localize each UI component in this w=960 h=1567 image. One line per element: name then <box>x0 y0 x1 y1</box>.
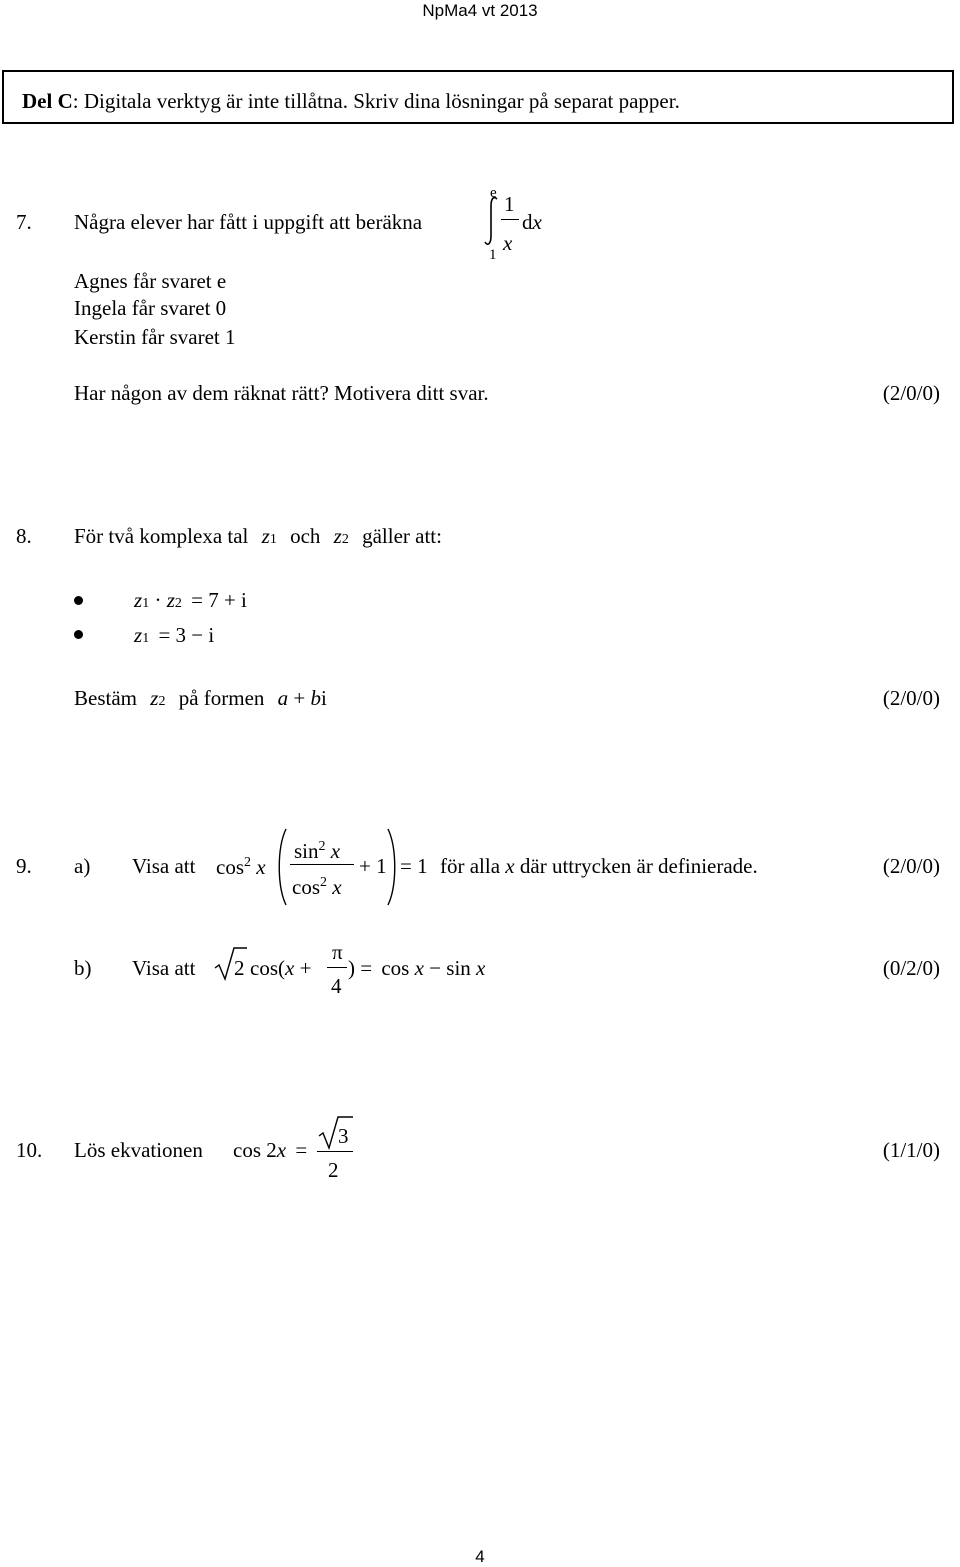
q8-intro: För två komplexa tal z1 och z2 gäller att: <box>74 524 442 548</box>
section-instruction-box <box>2 70 954 124</box>
integral-sign-icon <box>484 196 500 246</box>
q9-number: 9. <box>16 854 32 878</box>
q7-line-agnes: Agnes får svaret e <box>74 269 227 293</box>
q9b-sqrt-two: 2 <box>234 956 245 980</box>
q7-line-ingela: Ingela får svaret 0 <box>74 296 227 320</box>
q10-lhs: cos 2x = <box>233 1138 308 1162</box>
q9b-label: b) <box>74 956 92 980</box>
q9a-label: a) <box>74 854 91 878</box>
q9a-eq-one: = 1 <box>400 854 428 878</box>
section-label: Del C <box>22 89 73 113</box>
q7-number: 7. <box>16 210 32 234</box>
q9a-visa-att: Visa att <box>132 854 196 878</box>
section-instruction-text: : Digitala verktyg är inte tillåtna. Skriv dina lösningar på separat papper. <box>72 89 680 113</box>
q9b-visa-att: Visa att <box>132 956 196 980</box>
q8-points: (2/0/0) <box>882 686 940 710</box>
q8-task: Bestäm z2 på formen a + bi <box>74 686 327 710</box>
q10-text: Lös ekvationen <box>74 1138 203 1162</box>
bullet-icon <box>74 630 83 639</box>
bullet-icon <box>74 596 83 605</box>
q9a-plus-one: + 1 <box>359 854 387 878</box>
section-instruction <box>22 89 680 114</box>
page-header: NpMa4 vt 2013 <box>422 1 538 20</box>
sqrt-icon <box>318 1116 354 1150</box>
q10-number: 10. <box>16 1138 43 1162</box>
q9b-pi: π <box>332 940 343 964</box>
q7-line-kerstin: Kerstin får svaret 1 <box>74 325 236 349</box>
q9b-four: 4 <box>331 974 342 998</box>
q7-question: Har någon av dem räknat rätt? Motivera ditt svar. <box>74 381 489 405</box>
q7-points: (2/0/0) <box>882 381 940 405</box>
q9a-condition: för alla x där uttrycken är definierade. <box>440 854 758 878</box>
q9b-rhs: ) = cos x − sin x <box>348 956 486 980</box>
q9a-fraction-bar <box>290 864 354 865</box>
q10-fraction-bar <box>317 1151 353 1152</box>
q9b-points: (0/2/0) <box>882 956 940 980</box>
q9a-cos-squared: $\cos^2 x$ <box>216 855 266 879</box>
q7-fraction-bar <box>501 219 519 220</box>
q10-denominator: 2 <box>328 1158 339 1182</box>
q10-numerator: 3 <box>338 1124 349 1148</box>
q9b-fraction-bar <box>327 967 347 968</box>
q8-bullet1: z1 · z2 = 7 + i <box>134 588 247 612</box>
q9a-points: (2/0/0) <box>882 854 940 878</box>
q7-intro: Några elever har fått i uppgift att beräkna <box>74 210 423 234</box>
page-number: 4 <box>475 1547 485 1566</box>
q9a-denominator: $\cos^2 x$ <box>292 875 342 899</box>
q9b-cos-open: cos(x + <box>250 956 312 980</box>
left-paren-icon <box>276 828 288 906</box>
q7-integral-lower: 1 <box>489 247 497 263</box>
q8-number: 8. <box>16 524 32 548</box>
q7-integral-upper: e <box>490 185 497 201</box>
q7-fraction-numerator: 1 <box>504 192 515 216</box>
q7-differential: dx <box>522 210 542 234</box>
q7-fraction-denominator: x <box>503 231 513 255</box>
right-paren-icon <box>386 828 398 906</box>
q8-bullet2: z1 = 3 − i <box>134 623 215 647</box>
q10-points: (1/1/0) <box>882 1138 940 1162</box>
q9a-numerator: $\sin^2 x$ <box>294 839 341 863</box>
